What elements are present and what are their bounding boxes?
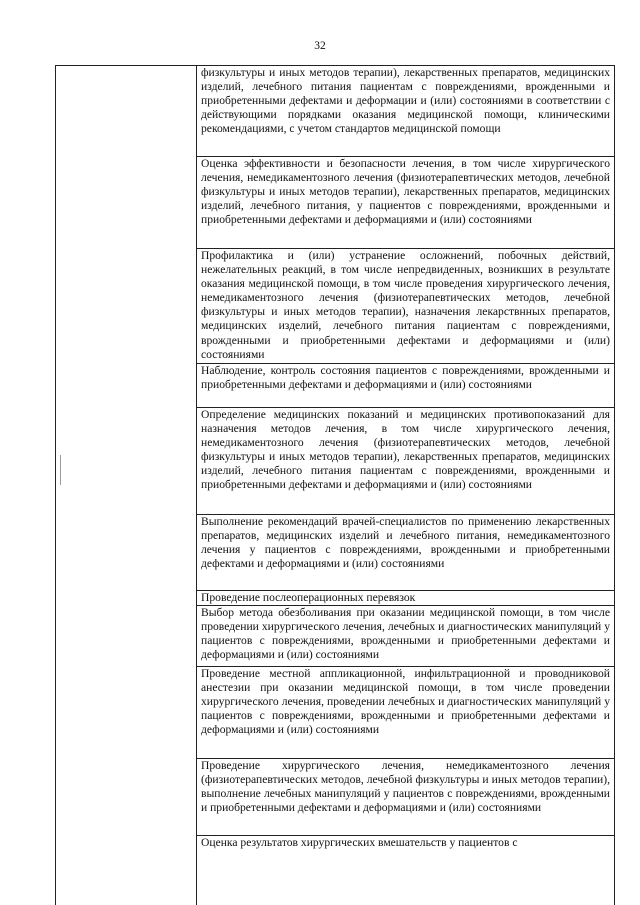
table-cell-row-4 xyxy=(197,364,614,408)
cell-text: Выполнение рекомендаций врачей-специалистов по применению лекарственных препаратов, медицинских изделий и лечебного питания, немедикаментозного лечения у пациентов с повреждениями, врожденными и приобретенными дефектами и деформациями и (или) состояниями xyxy=(201,515,610,571)
cell-text: Профилактика и (или) устранение осложнений, побочных действий, нежелательных реакций, в том числе непредвиденных, возникших в результате оказания медицинской помощи, в том числе проведения хирургического лечения, немедикаментозного лечения (физиотерапевтических методов, лечебной физкультуры и иных методов терапии), назначения лекарствнных препаратов, медицинских изделий, лечебного питания пациентам с повреждениями, врожденными и приобретенными дефектами и деформациями и (или) состояниями xyxy=(201,249,610,361)
cell-text: Проведение местной аппликационной, инфильтрационной и проводниковой анестезии при оказании медицинской помощи, в том числе проведении хирургического лечения, проведении лечебных и диагностических манипуляций у пациентов с повреждениями, врожденными и приобретенными дефектами и деформациями и (или) состояниями xyxy=(201,667,610,737)
scan-mark xyxy=(60,455,61,485)
table-cell-row-11 xyxy=(197,836,614,866)
cell-text: Проведение хирургического лечения, немедикаментозного лечения (физиотерапевтических методов, лечебной физкультуры и иных методов терапии), выполнение лечебных манипуляций у пациентов с повреждениями, врожденными и приобретенными дефектами и деформациями и (или) состояниями xyxy=(201,759,610,815)
cell-text: физкультуры и иных методов терапии), лекарственных препаратов, медицинских изделий, лечебного питания пациентам с повреждениями, врожденными и приобретенными дефектами и деформации и (или) состояниями в соответствии с действующими порядками оказания медицинской помощи, клиническими рекомендациями, с учетом стандартов медицинской помощи xyxy=(201,66,610,136)
table-cell-row-10 xyxy=(197,759,614,836)
table-cell-row-2 xyxy=(197,157,614,249)
table-right-column xyxy=(197,66,614,866)
cell-text: Выбор метода обезболивания при оказании медицинской помощи, в том числе проведении хирургического лечения, лечебных и диагностических манипуляций у пациентов с повреждениями, врожденными и приобретенными дефектами и деформациями и (или) состояниями xyxy=(201,606,610,662)
cell-text: Наблюдение, контроль состояния пациентов с повреждениями, врожденными и приобретенными дефектами и деформациями и (или) состояниями xyxy=(201,364,610,392)
table-cell-row-3 xyxy=(197,249,614,364)
table-cell-row-9 xyxy=(197,667,614,759)
table-cell-row-1 xyxy=(197,66,614,157)
page-number: 32 xyxy=(314,40,326,52)
cell-text: Проведение послеоперационных перевязок xyxy=(201,591,416,604)
table-cell-row-7 xyxy=(197,591,614,606)
table-left-column xyxy=(56,66,197,905)
cell-text: Определение медицинских показаний и медицинских противопоказаний для назначения методов лечения, в том числе хирургического лечения, немедикаментозного лечения (физиотерапевтических методов, лечебной физкультуры и иных методов терапии), лекарственных препаратов, медицинских изделий, лечебного питания пациентам с повреждениями, врожденными и приобретенными дефектами и деформациями и (или) состояниями xyxy=(201,408,610,492)
table-cell-row-8 xyxy=(197,606,614,667)
cell-text: Оценка результатов хирургических вмешательств у пациентов с xyxy=(201,836,518,849)
cell-text: Оценка эффективности и безопасности лечения, в том числе хирургического лечения, немедикаментозного лечения (физиотерапевтических методов, лечебной физкультуры и иных методов терапии), лекарственных препаратов, медицинских изделий, лечебного питания, у пациентов с повреждениями, врожденными и приобретенными дефектами и деформациями и (или) состояниями xyxy=(201,157,610,227)
table-cell-row-6 xyxy=(197,515,614,591)
labor-functions-table xyxy=(55,65,615,905)
table-cell-row-5 xyxy=(197,408,614,515)
